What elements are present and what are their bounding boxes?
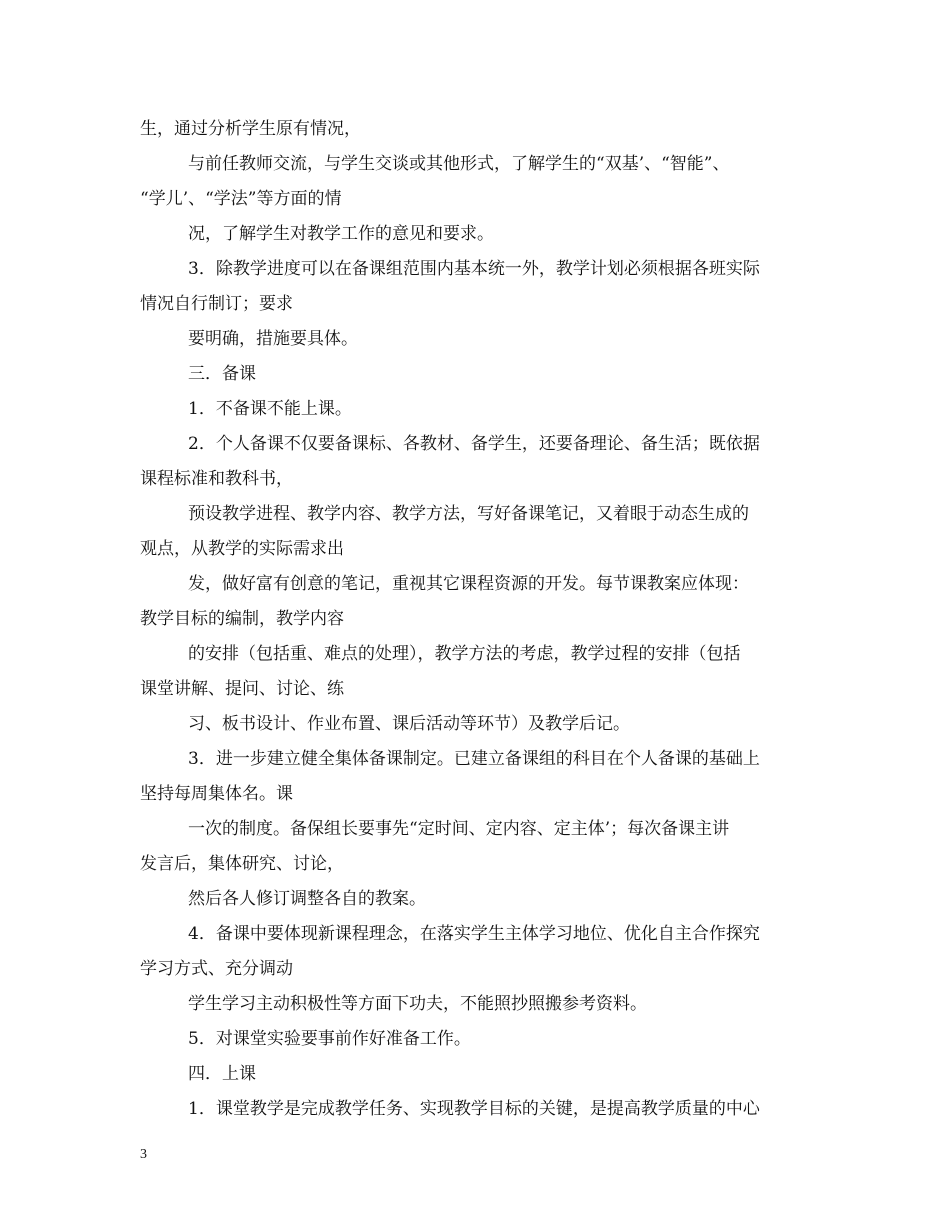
page-number: 3 bbox=[140, 1147, 147, 1162]
text-line: 3．进一步建立健全集体备课制定。已建立备课组的科目在个人备课的基础上 bbox=[188, 749, 760, 769]
text-line: 2．个人备课不仅要备课标、各教材、备学生，还要备理论、备生活；既依据 bbox=[188, 434, 760, 454]
text-line: 情况自行制订；要求 bbox=[140, 294, 293, 314]
text-line: 然后各人修订调整各自的教案。 bbox=[188, 889, 426, 909]
text-line: 发，做好富有创意的笔记，重视其它课程资源的开发。每节课教案应体现： bbox=[188, 574, 749, 594]
text-line: 四．上课 bbox=[188, 1064, 256, 1084]
text-line: 的安排（包括重、难点的处理），教学方法的考虑，教学过程的安排（包括 bbox=[188, 644, 741, 664]
text-line: 课堂讲解、提问、讨论、练 bbox=[140, 679, 344, 699]
text-line: 3．除教学进度可以在备课组范围内基本统一外，教学计划必须根据各班实际 bbox=[188, 259, 760, 279]
text-line: 要明确，措施要具体。 bbox=[188, 329, 358, 349]
text-line: 学生学习主动积极性等方面下功夫，不能照抄照搬参考资料。 bbox=[188, 994, 647, 1014]
text-line: 教学目标的编制，教学内容 bbox=[140, 609, 344, 629]
text-line: 4．备课中要体现新课程理念，在落实学生主体学习地位、优化自主合作探究 bbox=[188, 924, 760, 944]
text-line: “学儿’、“学法”等方面的情 bbox=[140, 189, 342, 209]
text-line: 发言后，集体研究、讨论， bbox=[140, 854, 344, 874]
text-line: 课程标准和教科书， bbox=[140, 469, 293, 489]
text-line: 况，了解学生对教学工作的意见和要求。 bbox=[188, 224, 494, 244]
text-line: 一次的制度。备保组长要事先“定时间、定内容、定主体’；每次备课主讲 bbox=[188, 819, 730, 839]
text-line: 学习方式、充分调动 bbox=[140, 959, 293, 979]
text-line: 坚持每周集体名。课 bbox=[140, 784, 293, 804]
text-line: 生，通过分析学生原有情况， bbox=[140, 119, 361, 139]
text-line: 1．课堂教学是完成教学任务、实现教学目标的关键，是提高教学质量的中心 bbox=[188, 1099, 760, 1119]
text-line: 习、板书设计、作业布置、课后活动等环节）及教学后记。 bbox=[188, 714, 630, 734]
text-line: 与前任教师交流，与学生交谈或其他形式，了解学生的“双基’、“智能”、 bbox=[188, 154, 730, 174]
text-line: 预设教学进程、教学内容、教学方法，写好备课笔记，又着眼于动态生成的 bbox=[188, 504, 749, 524]
text-line: 三．备课 bbox=[188, 364, 256, 384]
text-line: 1．不备课不能上课。 bbox=[188, 399, 352, 419]
text-line: 观点，从教学的实际需求出 bbox=[140, 539, 344, 559]
document-body bbox=[140, 112, 830, 1127]
text-line: 5．对课堂实验要事前作好准备工作。 bbox=[188, 1029, 471, 1049]
